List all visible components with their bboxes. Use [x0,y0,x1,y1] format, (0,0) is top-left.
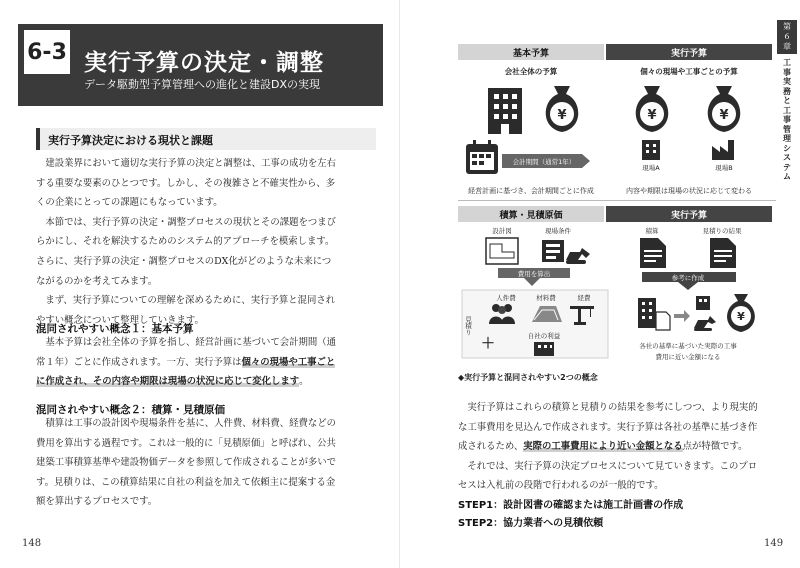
exec-budget-sub: 個々の現場や工事ごとの予算 [640,67,738,76]
basic-budget-note: 経営計画に基づき、会計期間ごとに作成 [468,187,594,195]
svg-text:¥: ¥ [719,108,729,123]
money-bag-icon [636,86,669,132]
site-conditions-label: 現場条件 [545,227,571,235]
svg-text:¥: ¥ [557,108,567,123]
blueprint-icon [486,238,518,264]
highlight-text: 実際の工事費用により近い金額となる [523,441,683,453]
site-a-icon [642,140,660,160]
diagram-top-illustration [458,78,776,186]
money-bag-icon [708,86,741,132]
concept2-heading: 混同されやすい概念２：積算・見積原価 [36,404,225,416]
quote-result-label: 見積りの結果 [702,227,742,235]
text-line: くの企業にとっての課題にもなっています。 [36,197,223,209]
svg-text:¥: ¥ [737,310,745,323]
right-arrow-icon [674,310,690,322]
quote-vertical-label: 見積り [464,316,472,336]
exec-budget-header: 実行予算 [606,44,772,60]
text-span: 常１年）ごとに作成されます。一方、実行予算は [36,356,242,368]
highlight-text: 個々の現場や工事ごと [241,356,336,368]
right-body-paragraph [458,398,778,496]
estimate-label: 積算 [645,227,659,235]
text-line: それでは、実行予算の決定プロセスについて見ていきます。このプロ [458,460,758,472]
expense-label: 経費 [577,294,591,302]
period-label: 会計期間（通常1年） [512,158,576,166]
text-line: ながるのかを考えてみます。 [36,275,158,287]
text-line: す。見積りは、この積算結果に自社の利益を加えて依頼主に提案する金 [36,476,336,488]
text-line: らかにし、それを解決するためのシステム的アプローチを模索します。 [36,236,335,248]
text-line [36,372,372,392]
text-span: 成されるため、 [458,441,524,453]
own-profit-label: 自社の利益 [527,332,561,340]
site-b-label: 現場B [715,164,733,172]
bottom-right-note-1: 各社の基準に基づいた実際の工事 [639,342,737,350]
side-tab-chapter-text: 第 ６ 章 [783,22,791,51]
page-subtitle: データ駆動型予算管理への進化と建設DXの実現 [84,78,321,91]
page-number-right: 149 [764,538,784,549]
exec-budget-note: 内容や期限は現場の状況に応じて変わる [626,187,752,195]
text-line: 積算は工事の設計図や現場条件を基に、人件費、材料費、経費などの [36,418,337,429]
step1-heading: STEP1：設計図書の確認または施工計画書の作成 [458,500,684,511]
basic-budget-header: 基本予算 [458,44,604,60]
figure-caption: ◆実行予算と混同されやすい2つの概念 [458,373,598,382]
side-tab-chapter [777,20,797,54]
text-span: 点が特徴です。 [682,441,748,453]
money-bag-icon [546,86,579,132]
text-line [36,353,372,373]
side-tab-text: 工 事 実 務 と 工 事 管 理 シ ス テ ム [783,58,791,181]
text-line: 実行予算はこれらの積算と見積りの結果を参考にしつつ、より現実的 [458,402,758,413]
labor-label: 人件費 [496,294,516,302]
estimate-header: 積算・見積原価 [458,206,604,222]
highlight-text: に作成され、その内容や期限は現場の状況に応じて変化します [36,376,300,388]
site-icon [694,296,716,331]
text-line: 建設業界において適切な実行予算の決定と調整は、工事の成功を左右 [36,158,337,169]
text-line: 費用を算出する過程です。これは一般的に「見積原価」と呼ばれ、公共 [36,437,336,449]
text-line: セスは入札前の段階で行われるのが一般的です。 [458,480,664,492]
step2-heading: STEP2：協力業者への見積依頼 [458,518,604,529]
divider [458,200,776,201]
concept1-paragraph [36,333,372,392]
money-bag-icon [727,294,755,332]
reference-label: 参考に作成 [671,274,705,282]
office-building-icon [638,298,656,328]
document-icon [710,238,736,268]
company-building-icon [534,342,554,356]
excavator-icon [542,240,590,264]
intro-paragraph [36,154,372,330]
site-a-label: 現場A [642,164,660,172]
site-b-icon [712,140,734,160]
svg-text:¥: ¥ [647,108,657,123]
text-span: 。 [299,376,309,388]
text-line: な工事費用を見込んで作成されます。実行予算は各社の基準に基づき作 [458,421,758,433]
bottom-right-note-2: 費用に近い金額になる [655,353,721,361]
calc-cost-label: 費用を算出 [517,270,551,278]
calendar-icon [466,140,498,174]
text-line: 建築工事積算基準や建設物価データを参照して作成されることが多いで [36,457,337,469]
drawings-label: 設計図 [492,227,512,235]
basic-budget-sub: 会社全体の予算 [504,67,558,76]
small-document-icon [656,312,670,330]
plus-sign: ＋ [481,336,495,352]
section-heading-text: 実行予算決定における現状と課題 [48,134,213,147]
text-line: 基本予算は会社全体の予算を指し、経営計画に基づいて会計期間（通 [36,337,337,348]
text-line: 本節では、実行予算の決定・調整プロセスの現状とその課題をつまび [36,216,337,228]
concept1-heading: 混同されやすい概念１：基本予算 [36,323,194,335]
page-title: 実行予算の決定・調整 [84,50,324,76]
text-line: さらに、実行予算の決定・調整プロセスのDX化がどのような未来につ [36,255,332,267]
diagram-bottom-illustration [458,224,776,370]
text-line: やすい概念について整理していきます。 [36,314,204,326]
concept2-paragraph [36,414,372,512]
page-number-left: 148 [22,538,42,549]
section-heading [36,128,376,150]
document-icon [640,238,666,268]
chapter-side-tab [777,20,797,181]
text-line: する重要な要素のひとつです。しかし、その複雑さと不確実性から、多 [36,177,336,189]
material-label: 材料費 [536,294,556,302]
exec-budget-header-2: 実行予算 [606,206,772,222]
building-icon [488,88,522,134]
text-line: まず、実行予算についての理解を深めるために、実行予算と混同され [36,295,336,307]
text-line [458,437,778,457]
chapter-number: 6-3 [22,28,72,76]
text-line: 額を算出するプロセスです。 [36,496,158,508]
